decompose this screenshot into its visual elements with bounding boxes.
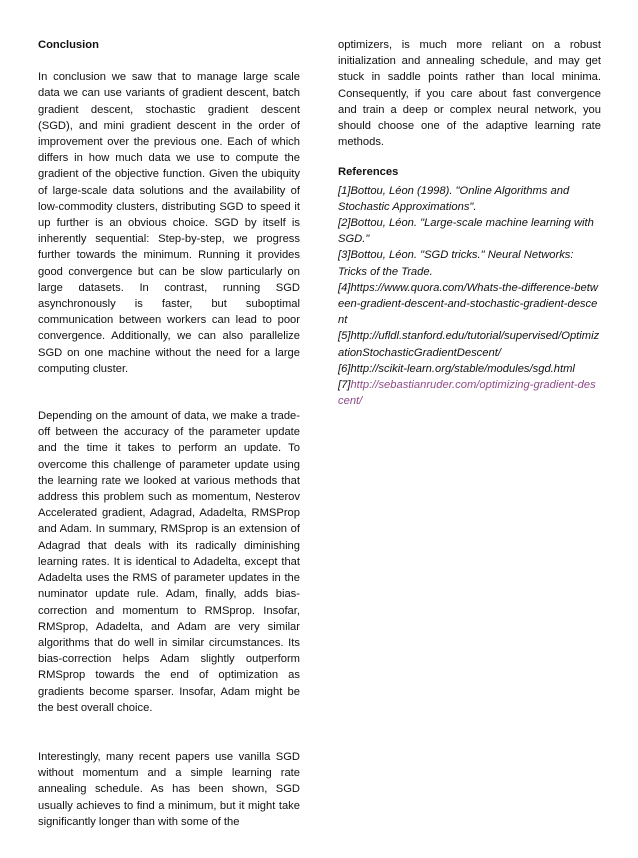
reference-link[interactable]: http://sebastianruder.com/optimizing-gradient-descent/ — [338, 379, 596, 408]
references-list — [338, 183, 601, 410]
conclusion-heading: Conclusion — [38, 39, 99, 51]
right-column — [338, 37, 601, 409]
reference-item: [4]https://www.quora.com/Whats-the-difference-between-gradient-descent-and-stochastic-gradient-descent — [338, 281, 598, 327]
reference-item: [1]Bottou, Léon (1998). "Online Algorithms and Stochastic Approximations". — [338, 184, 570, 213]
reference-item: [5]http://ufldl.stanford.edu/tutorial/supervised/OptimizationStochasticGradientDescent/ — [338, 330, 600, 359]
reference-item: [3]Bottou, Léon. "SGD tricks." Neural Networks: Tricks of the Trade. — [338, 249, 574, 278]
reference-item: [6]http://scikit-learn.org/stable/modules/sgd.html — [338, 362, 575, 375]
conclusion-paragraph-3-end: optimizers, is much more reliant on a robust initialization and annealing schedule, and may get stuck in saddle points rather than local minima. Consequently, if you care about fast convergence and train a deep or complex neural network, you should choose one of the adaptive learning rate methods. — [338, 39, 601, 149]
reference-item: [2]Bottou, Léon. "Large-scale machine learning with SGD." — [338, 217, 594, 246]
reference-number: [7] — [338, 379, 351, 392]
reference-item-link — [338, 377, 601, 409]
references-heading: References — [338, 166, 399, 179]
left-column — [38, 37, 300, 858]
conclusion-paragraph-1: In conclusion we saw that to manage large scale data we can use variants of gradient descent, batch gradient descent, stochastic gradient descent (SGD), and mini gradient descent in the order of improvement over the previous one. Each of which differs in how much data we use to compute the gradient of the objective function. Given the ubiquity of large-scale data solutions and the availability of low-commodity clusters, distributing SGD to speed it up further is an obvious choice. SGD by itself is inherently sequential: Step-by-step, we progress further towards the minimum. Running it provides good convergence but can be slow particularly on large datasets. In contrast, running SGD asynchronously is faster, but suboptimal communication between workers can lead to poor convergence. Additionally, we can also parallelize SGD on one machine without the need for a large computing cluster. — [38, 71, 300, 375]
conclusion-paragraph-3-start: Interestingly, many recent papers use vanilla SGD without momentum and a simple learning rate annealing schedule. As has been shown, SGD usually achieves to find a minimum, but it might take significantly longer than with some of the — [38, 750, 300, 828]
conclusion-paragraph-2: Depending on the amount of data, we make a trade-off between the accuracy of the parameter update and the time it takes to perform an update. To overcome this challenge of parameter update using the learning rate we looked at various methods that address this problem such as momentum, Nesterov Accelerated gradient, Adagrad, Adadelta, RMSProp and Adam. In summary, RMSprop is an extension of Adagrad that deals with its radically diminishing learning rates. It is identical to Adadelta, except that Adadelta uses the RMS of parameter updates in the numinator update rule. Adam, finally, adds bias-correction and momentum to RMSprop. Insofar, RMSprop, Adadelta, and Adam are very similar algorithms that do well in similar circumstances. Its bias-correction helps Adam slightly outperform RMSprop towards the end of optimization as gradients become sparser. Insofar, Adam might be the best overall choice. — [38, 410, 300, 714]
